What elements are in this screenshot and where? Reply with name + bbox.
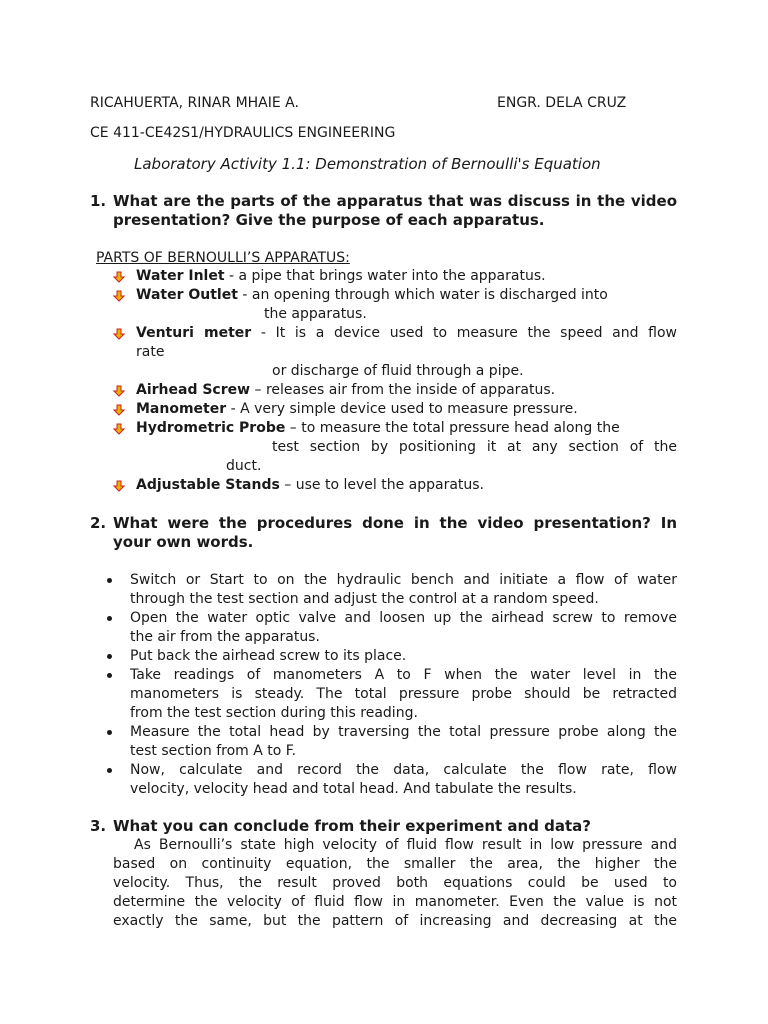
part-name: Manometer [136,401,227,417]
conclusion-line: exactly the same, but the pattern of increasing and decreasing at the [113,913,677,929]
part-item [136,267,546,286]
part-item [136,324,677,343]
q2-question-line2: your own words. [113,533,254,551]
part-item [136,286,608,305]
part-desc: - It is a device used to measure the speed and flow [251,325,677,341]
procedure-line: manometers is steady. The total pressure probe should be retracted [130,686,677,702]
part-desc-continued: duct. [226,458,262,474]
procedure-line: from the test section during this reading. [130,705,418,721]
part-desc-continued: or discharge of fluid through a pipe. [272,363,524,379]
part-name: Water Inlet [136,268,225,284]
part-item [136,476,484,495]
bullet-dot-icon [107,616,112,621]
conclusion-line: determine the velocity of fluid flow in manometer. Even the value is not [113,894,677,910]
part-item [136,419,620,438]
bullet-dot-icon [107,730,112,735]
arrow-bullet-icon [113,423,125,435]
procedure-line: Put back the airhead screw to its place. [130,648,407,664]
q1-question-line1: What are the parts of the apparatus that was discuss in the video [113,192,677,210]
part-desc: – releases air from the inside of apparatus. [250,382,556,398]
q2-question-line1: What were the procedures done in the video presentation? In [113,514,677,532]
arrow-bullet-icon [113,271,125,283]
procedure-line: Now, calculate and record the data, calculate the flow rate, flow [130,762,677,778]
procedure-line: velocity, velocity head and total head. And tabulate the results. [130,781,577,797]
part-desc-continued: test section by positioning it at any section of the [272,439,677,455]
q3-number: 3. [90,817,107,835]
bullet-dot-icon [107,578,112,583]
instructor-name: ENGR. DELA CRUZ [497,95,627,111]
q1-number: 1. [90,192,107,210]
conclusion-line: velocity. Thus, the result proved both equations could be used to [113,875,677,891]
q2-number: 2. [90,514,107,532]
conclusion-line: based on continuity equation, the smaller the area, the higher the [113,856,677,872]
conclusion-line: As Bernoulli’s state high velocity of fluid flow result in low pressure and [134,837,677,853]
part-item [136,400,578,419]
procedure-line: Take readings of manometers A to F when the water level in the [130,667,677,683]
procedure-line: through the test section and adjust the control at a random speed. [130,591,599,607]
bullet-dot-icon [107,768,112,773]
bullet-dot-icon [107,654,112,659]
part-name: Hydrometric Probe [136,420,286,436]
part-name: Adjustable Stands [136,477,280,493]
part-desc-continued: the apparatus. [264,306,367,322]
course-code: CE 411-CE42S1/HYDRAULICS ENGINEERING [90,125,396,141]
part-desc: - a pipe that brings water into the apparatus. [224,268,546,284]
parts-heading: PARTS OF BERNOULLI’S APPARATUS: [96,250,350,266]
procedure-line: Measure the total head by traversing the total pressure probe along the [130,724,677,740]
activity-title: Laboratory Activity 1.1: Demonstration of Bernoulli's Equation [134,155,601,173]
arrow-bullet-icon [113,385,125,397]
part-item [136,381,555,400]
arrow-bullet-icon [113,404,125,416]
part-desc: – use to level the apparatus. [279,477,485,493]
arrow-bullet-icon [113,328,125,340]
bullet-dot-icon [107,673,112,678]
part-desc: - A very simple device used to measure pressure. [226,401,578,417]
arrow-bullet-icon [113,480,125,492]
part-name: Venturi meter [136,325,252,341]
procedure-line: test section from A to F. [130,743,297,759]
part-name: Water Outlet [136,287,238,303]
part-desc-continued: rate [136,344,165,360]
q3-question: What you can conclude from their experiment and data? [113,817,592,835]
q1-question-line2: presentation? Give the purpose of each apparatus. [113,211,545,229]
procedure-line: Open the water optic valve and loosen up the airhead screw to remove [130,610,677,626]
part-desc: - an opening through which water is discharged into [237,287,608,303]
procedure-line: Switch or Start to on the hydraulic bench and initiate a flow of water [130,572,677,588]
student-name: RICAHUERTA, RINAR MHAIE A. [90,95,299,111]
procedure-line: the air from the apparatus. [130,629,320,645]
part-desc: – to measure the total pressure head along the [285,420,620,436]
part-name: Airhead Screw [136,382,251,398]
arrow-bullet-icon [113,290,125,302]
